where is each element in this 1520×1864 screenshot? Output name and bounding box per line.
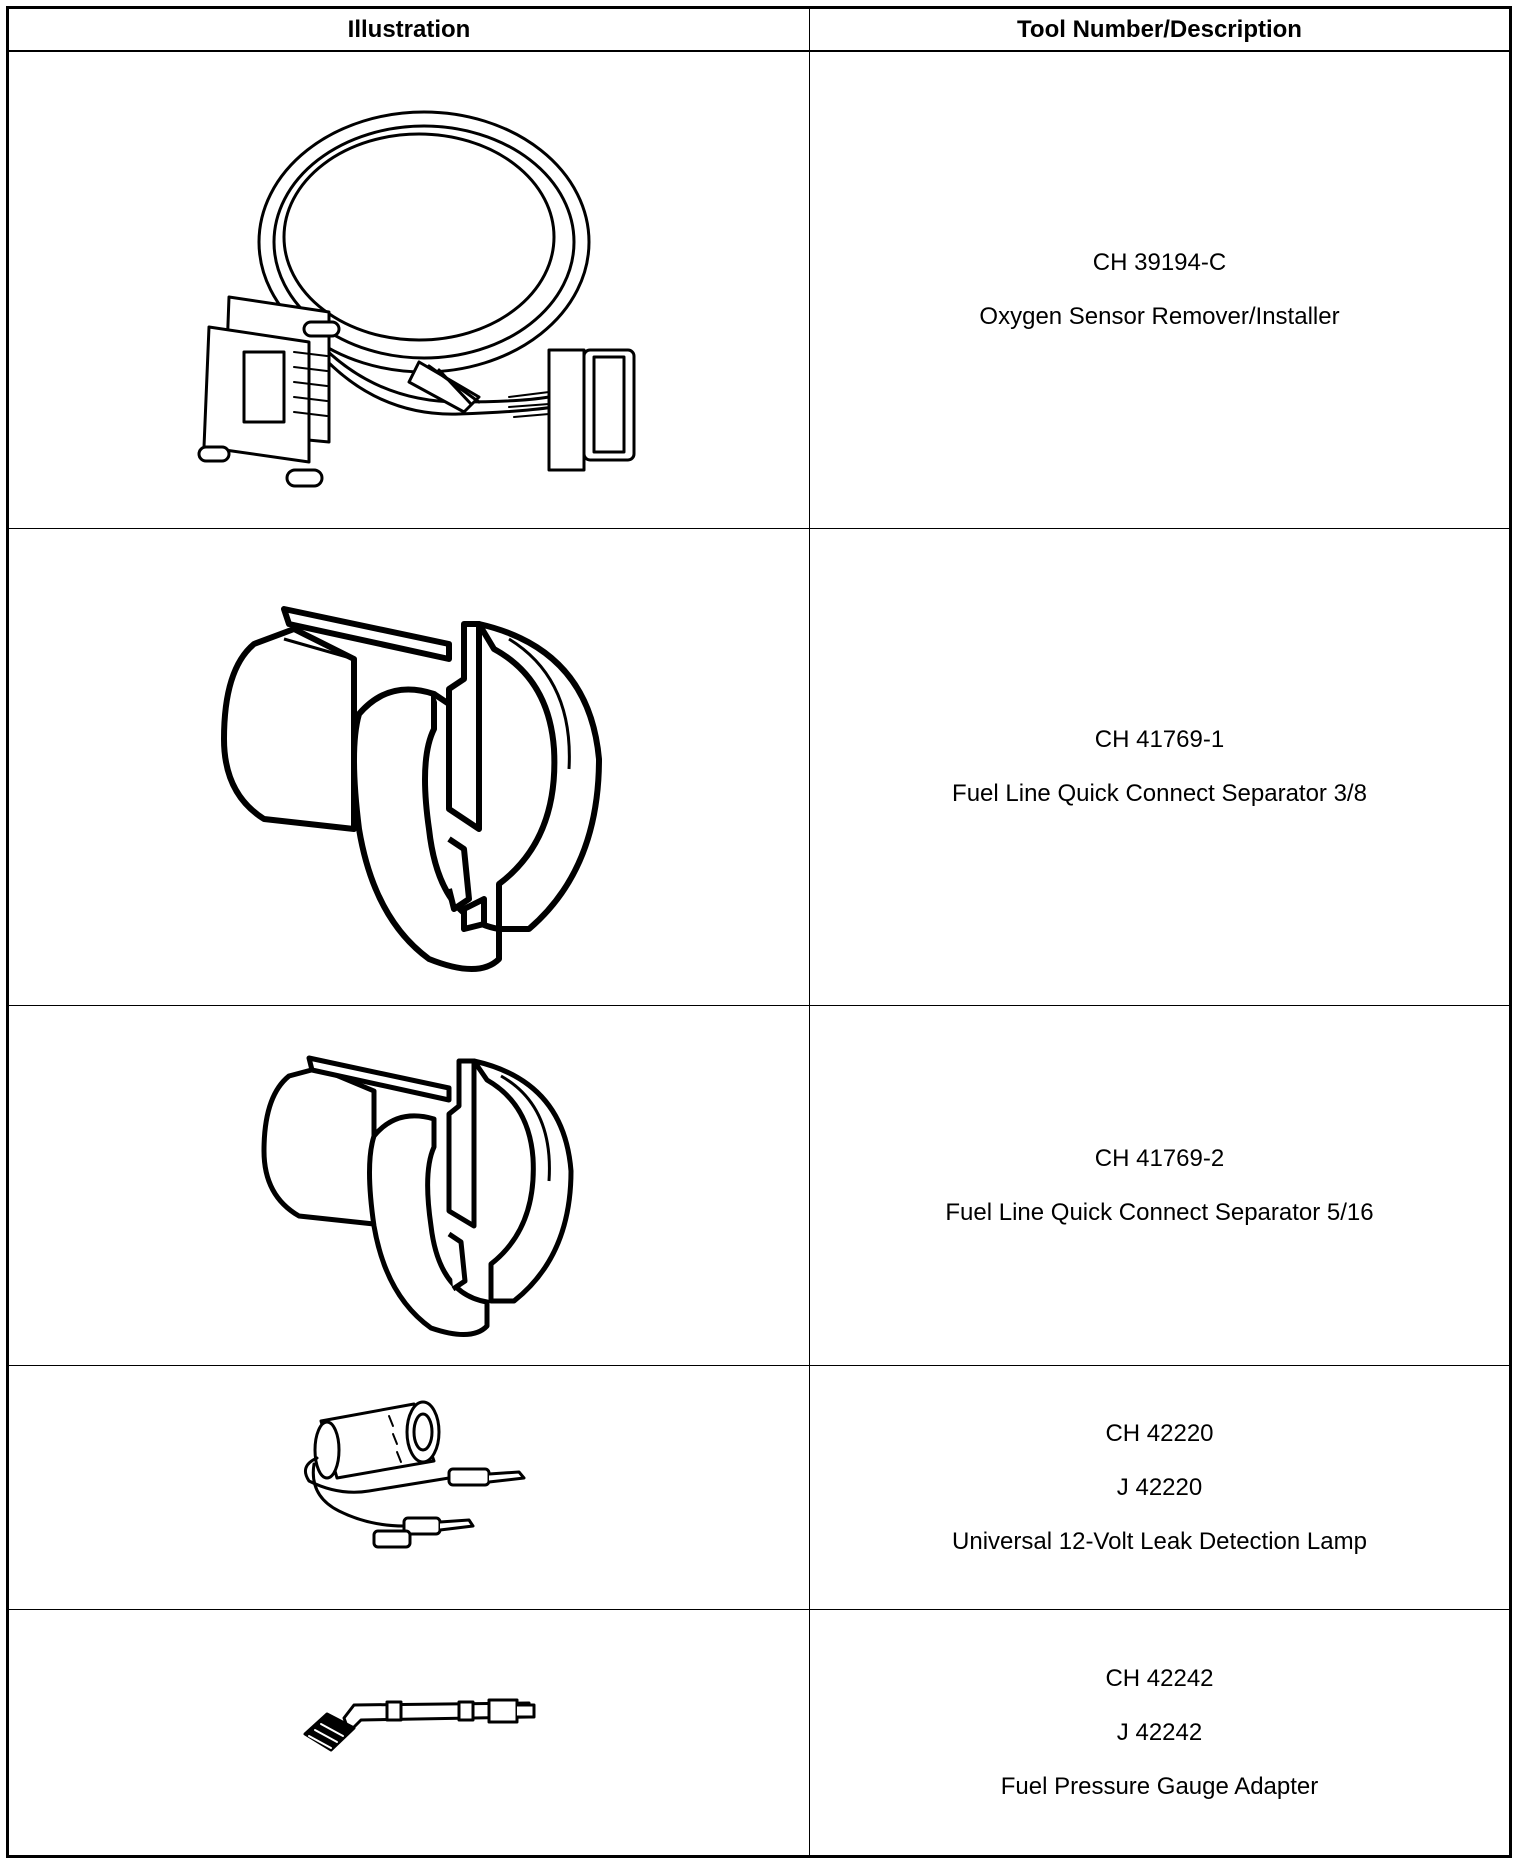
description-cell: [810, 529, 1509, 1005]
table-row: [9, 1610, 1509, 1855]
illustration-cell: [9, 1366, 809, 1609]
tool-number-alt: J 42220: [1116, 1473, 1203, 1501]
header-tool-number: Tool Number/Description: [1017, 16, 1302, 43]
tool-number: CH 41769-1: [1094, 726, 1225, 753]
tool-description: Oxygen Sensor Remover/Installer: [979, 303, 1340, 330]
tool-description: Fuel Pressure Gauge Adapter: [1000, 1772, 1319, 1800]
tool-number: CH 42242: [1105, 1664, 1214, 1692]
tool-description: Fuel Line Quick Connect Separator 3/8: [952, 780, 1367, 807]
header-illustration: Illustration: [347, 16, 471, 43]
description-cell: [810, 1610, 1509, 1855]
description-cell: [810, 1366, 1509, 1609]
illustration-cell: [9, 1610, 809, 1855]
illustration-cell: [9, 529, 809, 1005]
description-cell: [810, 52, 1509, 528]
illustration-cell: [9, 52, 809, 528]
tool-description: Fuel Line Quick Connect Separator 5/16: [945, 1198, 1374, 1226]
tool-description: Universal 12-Volt Leak Detection Lamp: [952, 1527, 1367, 1555]
separator-tool-icon: [9, 529, 809, 1005]
cable-harness-icon: [9, 52, 809, 528]
leak-lamp-icon: [9, 1366, 809, 1609]
table-row: [9, 529, 1509, 1006]
table-header: [9, 9, 1509, 52]
tool-number-alt: J 42242: [1116, 1718, 1203, 1746]
tool-number: CH 41769-2: [1094, 1144, 1225, 1172]
gauge-adapter-icon: [9, 1610, 809, 1854]
illustration-cell: [9, 1006, 809, 1365]
tool-table: [6, 6, 1512, 1858]
description-cell: [810, 1006, 1509, 1365]
table-row: [9, 52, 1509, 529]
tool-number: CH 39194-C: [1092, 249, 1227, 276]
separator-tool-icon: [9, 1006, 809, 1365]
table-row: [9, 1366, 1509, 1610]
tool-number: CH 42220: [1105, 1419, 1214, 1447]
table-row: [9, 1006, 1509, 1366]
